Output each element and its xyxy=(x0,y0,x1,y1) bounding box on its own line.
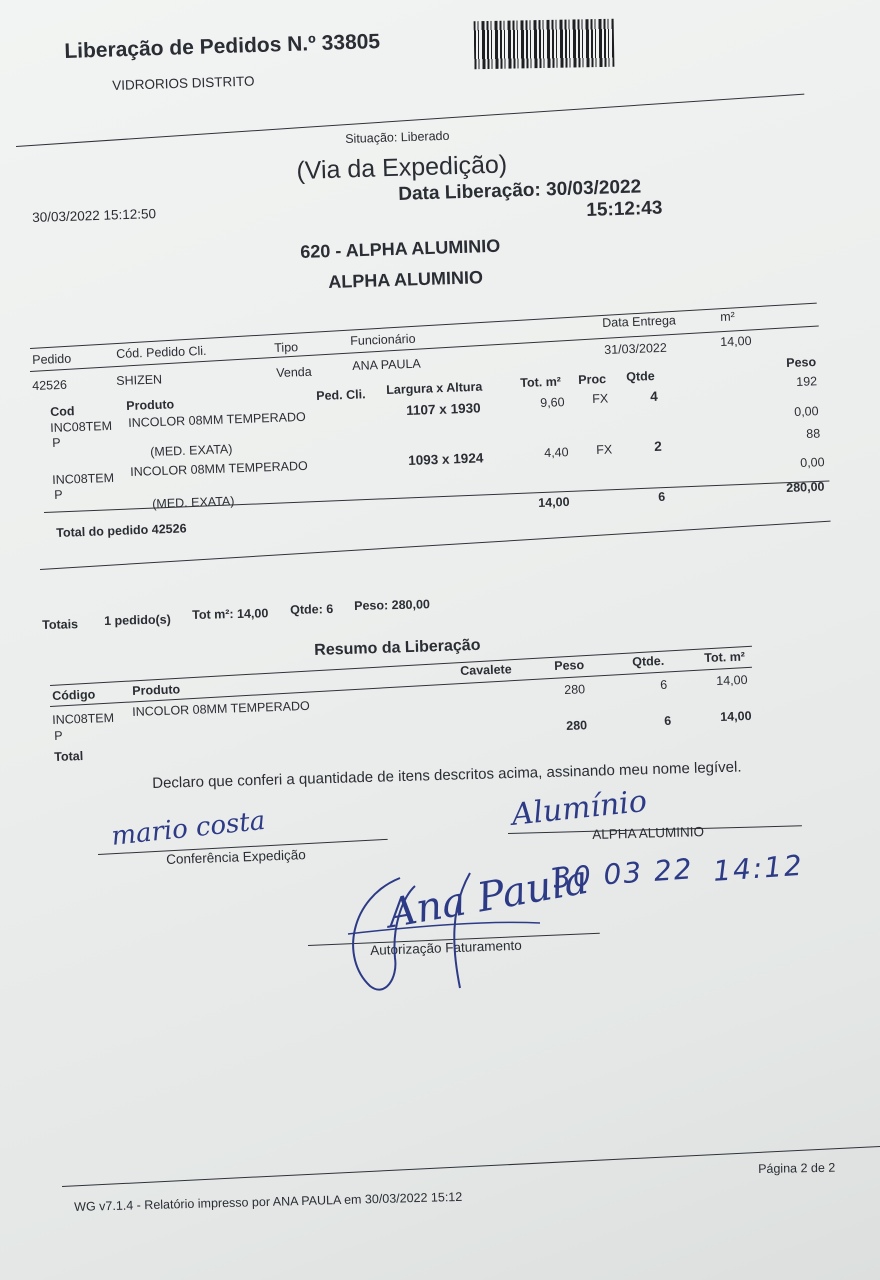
resumo-row-tot-m2: 14,00 xyxy=(716,672,748,688)
label-cod-pedido-cli: Cód. Pedido Cli. xyxy=(116,343,207,361)
value-pedido: 42526 xyxy=(32,377,68,393)
item-2-val-a: 0,00 xyxy=(800,455,825,470)
hora-liberacao: 15:12:43 xyxy=(586,197,663,221)
col-tot-m2: Tot. m² xyxy=(520,374,562,390)
order-total-qtde: 6 xyxy=(658,489,666,504)
resumo-total-peso: 280 xyxy=(566,718,588,733)
item-1-dims: 1107 x 1930 xyxy=(406,400,481,418)
client-signature-label: ALPHA ALUMINIO xyxy=(592,824,705,842)
resumo-total-tot-m2: 14,00 xyxy=(720,708,752,724)
value-cod-pedido-cli: SHIZEN xyxy=(116,372,163,388)
totais-tot-m2: Tot m²: 14,00 xyxy=(192,606,269,622)
signature-flourish xyxy=(340,868,560,998)
item-1-detail: (MED. EXATA) xyxy=(150,442,233,459)
resumo-col-tot-m2: Tot. m² xyxy=(704,649,746,665)
client-code: 620 - ALPHA ALUMINIO xyxy=(300,235,501,262)
resumo-row-codigo-suffix: P xyxy=(54,728,63,743)
company-name: VIDRORIOS DISTRITO xyxy=(112,73,255,93)
col-cod: Cod xyxy=(50,404,75,419)
resumo-total-qtde: 6 xyxy=(664,713,672,728)
item-2-cod: INC08TEM xyxy=(52,470,115,487)
resumo-col-peso: Peso xyxy=(554,657,585,673)
handwritten-date: 30 03 22 xyxy=(552,852,695,895)
label-pedido: Pedido xyxy=(32,351,72,367)
resumo-total-label: Total xyxy=(54,748,84,764)
col-produto: Produto xyxy=(126,397,175,413)
via-expedicao: (Via da Expedição) xyxy=(296,150,508,185)
item-1-tot-m2: 9,60 xyxy=(540,395,565,410)
item-1-produto: INCOLOR 08MM TEMPERADO xyxy=(128,409,306,430)
label-data-entrega: Data Entrega xyxy=(602,313,677,330)
item-2-dims: 1093 x 1924 xyxy=(408,450,484,468)
value-peso: 192 xyxy=(796,374,818,389)
conferencia-signature: mario costa xyxy=(110,805,267,852)
item-1-cod-suffix: P xyxy=(52,435,61,450)
item-2-qtde: 2 xyxy=(654,438,663,454)
handwritten-time: 14:12 xyxy=(712,848,805,888)
resumo-title: Resumo da Liberação xyxy=(314,636,481,659)
declaration-text: Declaro que conferi a quantidade de itens descritos acima, assinando meu nome legível. xyxy=(152,758,742,792)
value-tipo: Venda xyxy=(276,364,312,380)
item-2-produto: INCOLOR 08MM TEMPERADO xyxy=(130,458,308,479)
item-1-proc: FX xyxy=(592,391,609,406)
page-number: Página 2 de 2 xyxy=(758,1160,836,1176)
value-m2: 14,00 xyxy=(720,333,752,349)
item-1-cod: INC08TEM xyxy=(50,418,113,435)
col-qtde: Qtde xyxy=(626,369,655,384)
order-total-m2: 14,00 xyxy=(538,494,570,510)
resumo-row-codigo: INC08TEM xyxy=(52,710,115,727)
barcode xyxy=(474,19,615,69)
resumo-row-qtde: 6 xyxy=(660,677,668,692)
order-total-label: Total do pedido 42526 xyxy=(56,521,187,540)
item-1-val-a: 0,00 xyxy=(794,404,819,419)
item-2-cod-suffix: P xyxy=(54,487,63,502)
col-ped-cli: Ped. Cli. xyxy=(316,387,366,403)
totais-qtde: Qtde: 6 xyxy=(290,602,334,617)
label-tipo: Tipo xyxy=(274,340,299,355)
resumo-row-produto: INCOLOR 08MM TEMPERADO xyxy=(132,698,310,719)
resumo-col-cavalete: Cavalete xyxy=(460,662,512,678)
label-m2: m² xyxy=(720,309,736,324)
order-total-peso: 280,00 xyxy=(786,479,825,495)
item-2-proc: FX xyxy=(596,442,613,457)
col-proc: Proc xyxy=(578,372,607,387)
value-funcionario: ANA PAULA xyxy=(352,356,422,373)
autorizacao-signature: Ana Paula xyxy=(384,856,592,938)
client-signature: Alumínio xyxy=(510,783,649,833)
value-data-entrega: 31/03/2022 xyxy=(604,340,668,357)
item-2-detail: (MED. EXATA) xyxy=(152,494,235,511)
conferencia-label: Conferência Expedição xyxy=(166,847,307,867)
resumo-row-peso: 280 xyxy=(564,682,586,697)
data-liberacao: Data Liberação: 30/03/2022 xyxy=(398,176,642,205)
item-1-qtde: 4 xyxy=(650,388,659,404)
totais-pedidos: 1 pedido(s) xyxy=(104,612,171,628)
label-peso: Peso xyxy=(786,354,817,370)
resumo-col-produto: Produto xyxy=(132,682,181,698)
item-1-val-b: 88 xyxy=(806,426,821,441)
status-situacao: Situação: Liberado xyxy=(345,128,450,146)
col-largura-altura: Largura x Altura xyxy=(386,379,483,397)
document-title: Liberação de Pedidos N.º 33805 xyxy=(64,30,381,63)
client-name: ALPHA ALUMINIO xyxy=(328,267,484,292)
divider xyxy=(30,303,817,349)
label-funcionario: Funcionário xyxy=(350,331,416,348)
resumo-col-qtde: Qtde. xyxy=(632,653,665,669)
printed-by: WG v7.1.4 - Relatório impresso por ANA PAULA em 30/03/2022 15:12 xyxy=(74,1189,463,1214)
totais-label: Totais xyxy=(42,617,79,632)
item-2-tot-m2: 4,40 xyxy=(544,445,569,460)
print-timestamp: 30/03/2022 15:12:50 xyxy=(32,206,157,225)
resumo-col-codigo: Código xyxy=(52,687,96,703)
totais-peso: Peso: 280,00 xyxy=(354,597,431,613)
autorizacao-label: Autorização Faturamento xyxy=(370,937,523,958)
